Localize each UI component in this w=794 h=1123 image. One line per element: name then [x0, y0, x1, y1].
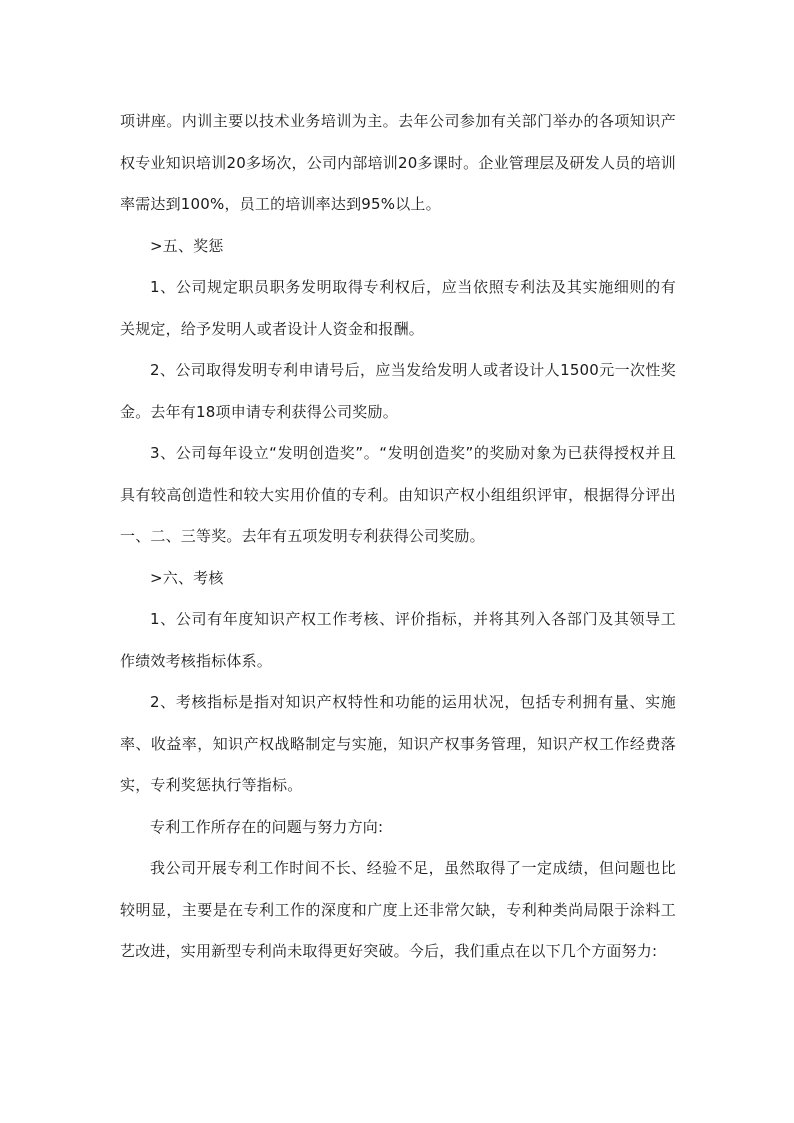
paragraph-reward-3: 3、公司每年设立“发明创造奖”。“发明创造奖”的奖励对象为已获得授权并且具有较高创造性和较大实用价值的专利。由知识产权小组组织评审，根据得分评出一、二、三等奖。去年有五项发明专利获得公司奖励。: [120, 444, 676, 545]
paragraph-training-continued: 项讲座。内训主要以技术业务培训为主。去年公司参加有关部门举办的各项知识产权专业知识培训20多场次，公司内部培训20多课时。企业管理层及研发人员的培训率需达到100%，员工的培训率达到95%以上。: [120, 112, 676, 213]
paragraph-reward-2: 2、公司取得发明专利申请号后，应当发给发明人或者设计人1500元一次性奖金。去年有18项申请专利获得公司奖励。: [120, 361, 676, 421]
paragraph-reward-1: 1、公司规定职员职务发明取得专利权后，应当依照专利法及其实施细则的有关规定，给予发明人或者设计人资金和报酬。: [120, 278, 676, 338]
paragraph-assessment-2: 2、考核指标是指对知识产权特性和功能的运用状况，包括专利拥有量、实施率、收益率，知识产权战略制定与实施，知识产权事务管理，知识产权工作经费落实，专利奖惩执行等指标。: [120, 693, 676, 794]
paragraph-problems: 我公司开展专利工作时间不长、经验不足，虽然取得了一定成绩，但问题也比较明显，主要是在专利工作的深度和广度上还非常欠缺，专利种类尚局限于涂料工艺改进，实用新型专利尚未取得更好突破。今后，我们重点在以下几个方面努力:: [120, 859, 676, 960]
section-heading-rewards: >五、奖惩: [150, 236, 224, 255]
section-heading-problems: 专利工作所存在的问题与努力方向:: [150, 817, 384, 836]
section-heading-assessment: >六、考核: [150, 568, 224, 587]
paragraph-assessment-1: 1、公司有年度知识产权工作考核、评价指标，并将其列入各部门及其领导工作绩效考核指标体系。: [120, 610, 676, 670]
document-body: [120, 101, 676, 973]
